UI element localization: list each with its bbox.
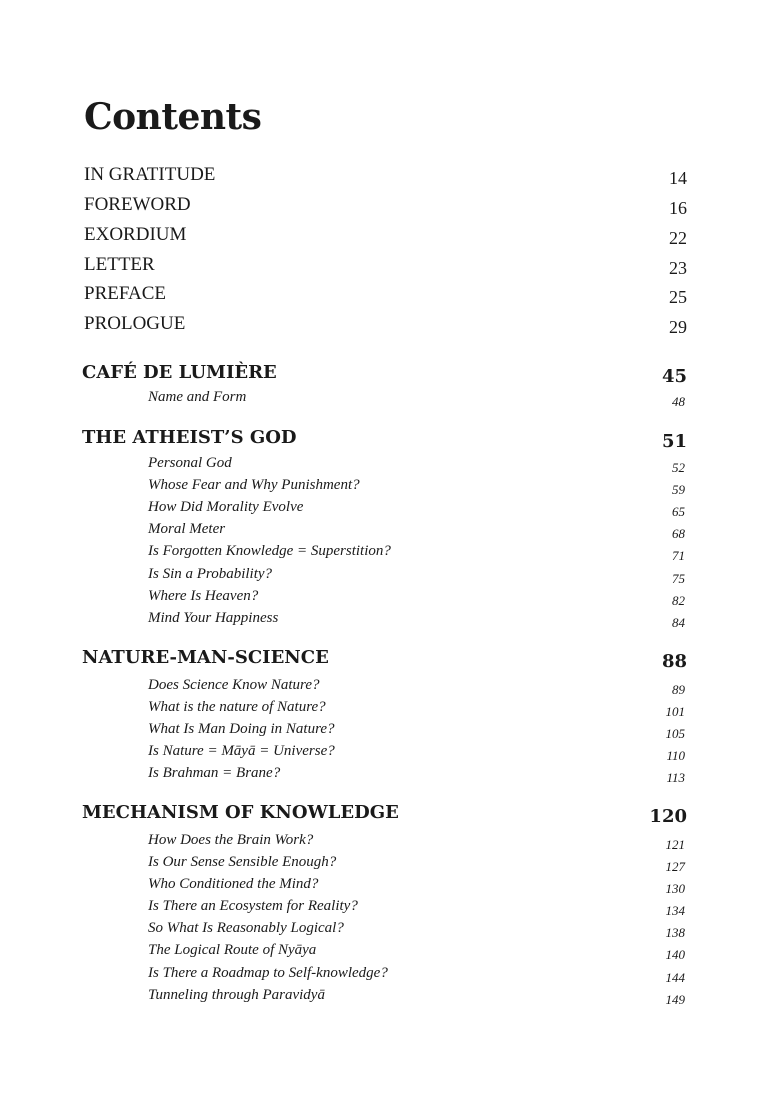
section-title: The Logical Route of Nyāya (148, 942, 317, 958)
part-page: 51 (661, 431, 687, 452)
section-title: Who Conditioned the Mind? (148, 876, 319, 892)
section-title: Tunneling through Paravidyā (148, 987, 325, 1003)
section-title: How Did Morality Evolve (148, 499, 304, 515)
part-page: 88 (661, 651, 687, 672)
section-title: Is Sin a Probability? (148, 566, 273, 582)
section-page: 140 (665, 947, 685, 962)
section-title: Is There an Ecosystem for Reality? (148, 898, 358, 914)
page-title: Contents (84, 96, 262, 138)
toc-entry-label: EXORDIUM (84, 224, 187, 245)
toc-entry-page: 16 (669, 198, 687, 218)
toc-entry-page: 22 (669, 228, 687, 248)
section-title: Is Nature = Māyā = Universe? (148, 743, 335, 759)
section-page: 82 (672, 593, 685, 608)
section-page: 71 (672, 548, 685, 563)
part-title: NATURE-MAN-SCIENCE (82, 647, 329, 668)
section-page: 127 (665, 859, 685, 874)
section-title: What is the nature of Nature? (148, 699, 326, 715)
section-title: Is There a Roadmap to Self-knowledge? (148, 965, 388, 981)
section-page: 84 (672, 615, 685, 630)
section-title: Personal God (148, 455, 232, 471)
section-title: Moral Meter (148, 521, 226, 537)
section-page: 121 (665, 837, 685, 852)
toc-entry-label: FOREWORD (84, 194, 191, 215)
part-page: 120 (649, 806, 687, 827)
part-title: MECHANISM OF KNOWLEDGE (82, 802, 399, 823)
toc-entry-page: 14 (669, 168, 687, 188)
toc-entry-label: PREFACE (84, 283, 167, 304)
section-title: Is Brahman = Brane? (148, 765, 281, 781)
section-page: 110 (666, 748, 685, 763)
part-title: CAFÉ DE LUMIÈRE (82, 362, 277, 383)
section-page: 144 (665, 970, 685, 985)
section-page: 59 (672, 482, 685, 497)
section-page: 68 (672, 526, 685, 541)
section-page: 65 (672, 504, 685, 519)
part-title: THE ATHEIST’S GOD (82, 427, 297, 448)
toc-entry-label: IN GRATITUDE (84, 164, 216, 185)
section-page: 130 (665, 881, 685, 896)
section-title: Does Science Know Nature? (148, 677, 320, 693)
section-page: 48 (672, 394, 685, 409)
section-title: How Does the Brain Work? (148, 832, 314, 848)
section-title: Name and Form (148, 389, 247, 405)
toc-entry-page: 29 (669, 317, 687, 337)
toc-entry-label: PROLOGUE (84, 313, 186, 334)
section-title: Is Our Sense Sensible Enough? (148, 854, 337, 870)
section-page: 101 (665, 704, 685, 719)
section-page: 75 (672, 571, 685, 586)
toc-entry-page: 25 (669, 287, 687, 307)
section-title: Is Forgotten Knowledge = Superstition? (148, 543, 391, 559)
toc-entry-page: 23 (669, 258, 687, 278)
part-page: 45 (661, 366, 687, 387)
section-title: Mind Your Happiness (148, 610, 279, 626)
section-page: 149 (665, 992, 685, 1007)
section-title: So What Is Reasonably Logical? (148, 920, 344, 936)
section-title: What Is Man Doing in Nature? (148, 721, 335, 737)
section-page: 52 (672, 460, 685, 475)
section-page: 105 (665, 726, 685, 741)
section-page: 138 (665, 925, 685, 940)
section-title: Whose Fear and Why Punishment? (148, 477, 360, 493)
section-page: 134 (665, 903, 685, 918)
section-page: 89 (672, 682, 685, 697)
section-page: 113 (666, 770, 685, 785)
toc-entry-label: LETTER (84, 254, 155, 275)
section-title: Where Is Heaven? (148, 588, 259, 604)
